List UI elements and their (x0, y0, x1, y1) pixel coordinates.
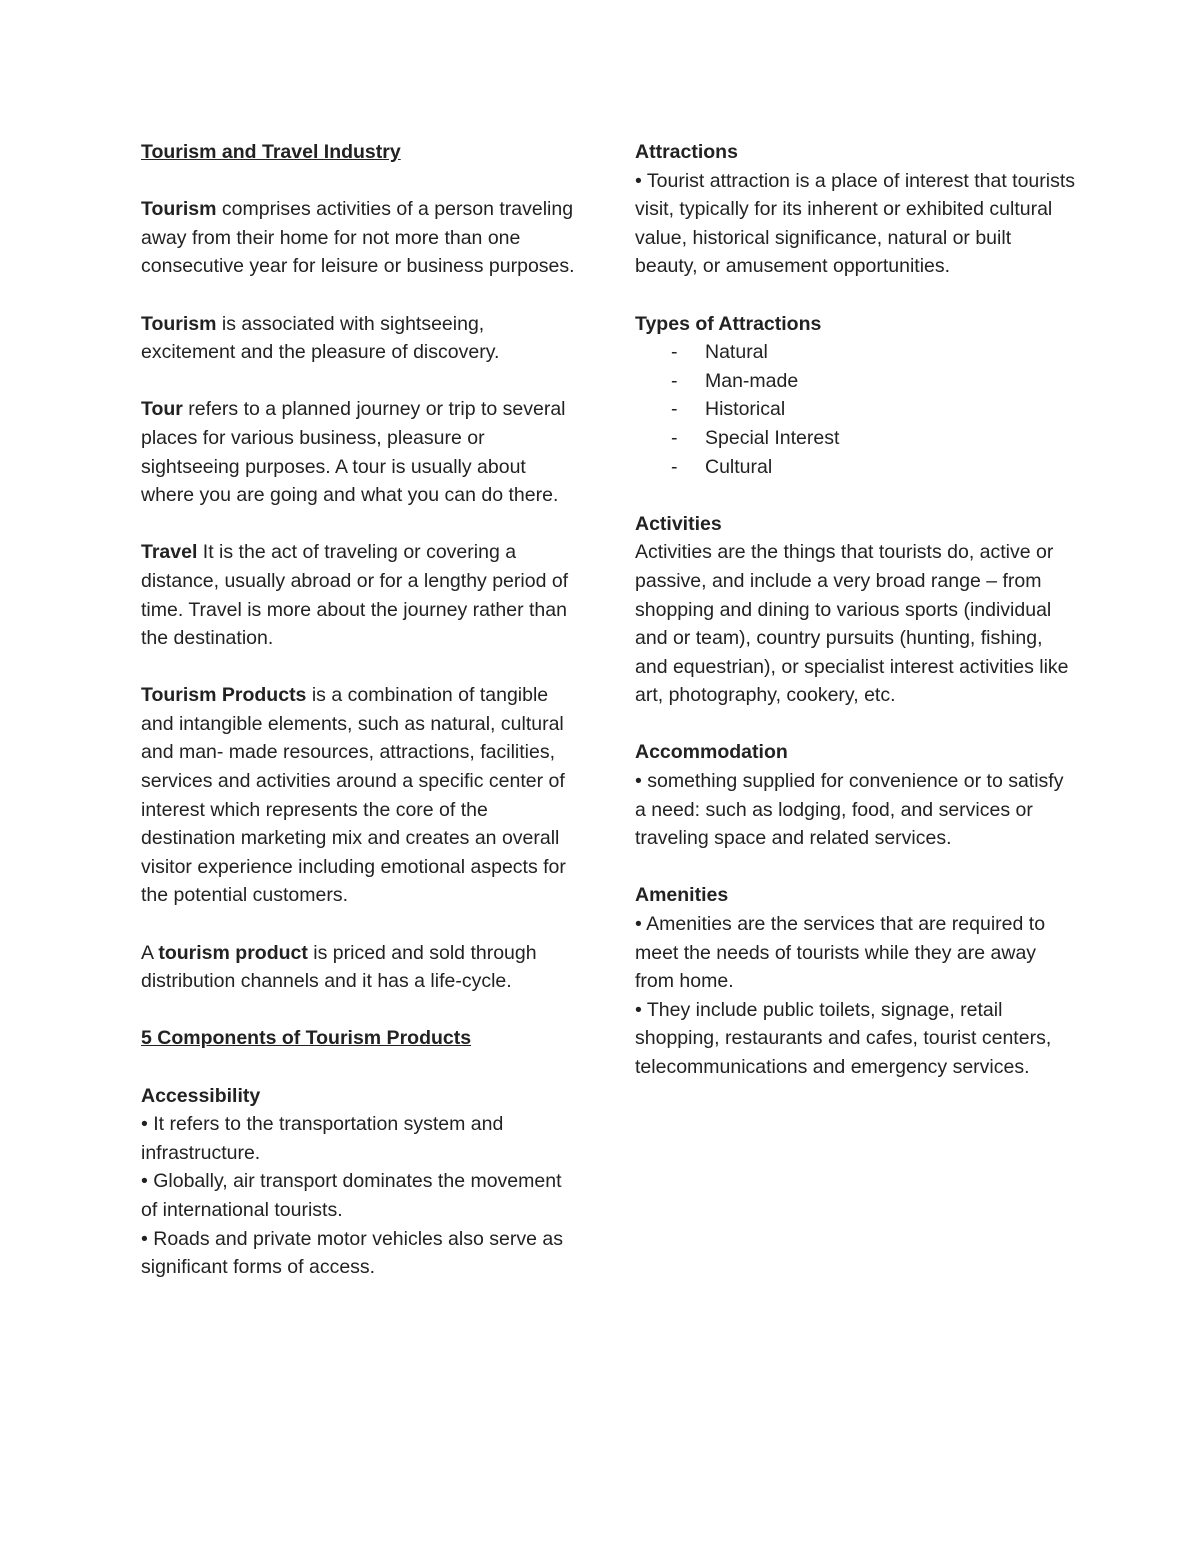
dash-bullet: - (671, 455, 678, 478)
term-tourism-2: Tourism (141, 312, 217, 335)
amenities-bullet: • Amenities are the services that are required to meet the needs of tourists while they are away from home. (635, 913, 1046, 993)
list-item-label: Special Interest (705, 426, 840, 449)
accommodation-text: • something supplied for convenience or to satisfy a need: such as lodging, food, and services or traveling space and related services. (635, 770, 1064, 850)
accessibility-bullet: • Roads and private motor vehicles also serve as significant forms of access. (141, 1227, 563, 1279)
list-item-label: Cultural (705, 455, 773, 478)
list-item (635, 424, 1075, 453)
definition-tourism-product-prefix: A (141, 941, 159, 964)
accessibility-heading: Accessibility (141, 1084, 261, 1107)
accommodation-heading: Accommodation (635, 741, 788, 764)
list-item (635, 453, 1075, 482)
activities-text: Activities are the things that tourists do, active or passive, and include a very broad range – from shopping and dining to various sports (individual and or team), country pursuits (hunting, fishing, and equestrian), or specialist interest activities like art, photography, cookery, etc. (635, 541, 1069, 707)
term-travel: Travel (141, 541, 198, 564)
document-title: Tourism and Travel Industry (141, 141, 401, 163)
types-of-attractions-heading: Types of Attractions (635, 312, 822, 335)
amenities-bullet: • They include public toilets, signage, retail shopping, restaurants and cafes, tourist centers, telecommunications and emergency services. (635, 998, 1052, 1078)
definition-tour (141, 395, 581, 509)
definition-travel (141, 538, 581, 652)
term-tourism-product: tourism product (158, 941, 308, 964)
definition-tourism-products-text: is a combination of tangible and intangible elements, such as natural, cultural and man- made resources, attractions, facilities, services and activities around a specific center of interest which represents the core of the destination marketing mix and creates an overall visitor experience including emotional aspects for the potential customers. (141, 684, 566, 907)
accessibility-bullet: • It refers to the transportation system and infrastructure. (141, 1113, 504, 1164)
list-item (635, 338, 1075, 367)
definition-tourism-product (141, 939, 581, 996)
definition-tourism-text: comprises activities of a person traveling away from their home for not more than one consecutive year for leisure or business purposes. (141, 198, 575, 278)
definition-tourism-product-text: is priced and sold through distribution channels and it has a life-cycle. (141, 941, 537, 993)
types-of-attractions-list (635, 338, 1075, 481)
dash-bullet: - (671, 398, 678, 421)
dash-bullet: - (671, 426, 678, 449)
list-item-label: Natural (705, 341, 768, 364)
activities-heading: Activities (635, 512, 722, 535)
right-column (635, 138, 1075, 1082)
definition-travel-text: It is the act of traveling or covering a distance, usually abroad or for a lengthy period of time. Travel is more about the journey rather than the destination. (141, 541, 569, 650)
attractions-text: • Tourist attraction is a place of interest that tourists visit, typically for its inherent or exhibited cultural value, historical significance, natural or built beauty, or amusement opportunities. (635, 169, 1076, 278)
term-tour: Tour (141, 398, 183, 421)
list-item (635, 395, 1075, 424)
definition-tourism (141, 195, 581, 281)
accessibility-bullet: • Globally, air transport dominates the movement of international tourists. (141, 1170, 562, 1221)
components-title: 5 Components of Tourism Products (141, 1027, 472, 1050)
definition-tourism-2-text: is associated with sightseeing, excitement and the pleasure of discovery. (141, 312, 500, 364)
dash-bullet: - (671, 369, 678, 392)
definition-tourism-2 (141, 310, 581, 367)
definition-tourism-products (141, 681, 581, 910)
list-item (635, 367, 1075, 396)
term-tourism-products: Tourism Products (141, 684, 307, 707)
dash-bullet: - (671, 341, 678, 364)
term-tourism: Tourism (141, 198, 217, 221)
attractions-heading: Attractions (635, 141, 738, 163)
amenities-heading: Amenities (635, 884, 729, 907)
definition-tour-text: refers to a planned journey or trip to several places for various business, pleasure or sightseeing purposes. A tour is usually about where you are going and what you can do there. (141, 398, 566, 507)
list-item-label: Historical (705, 398, 786, 421)
list-item-label: Man-made (705, 369, 799, 392)
left-column (141, 138, 581, 1282)
